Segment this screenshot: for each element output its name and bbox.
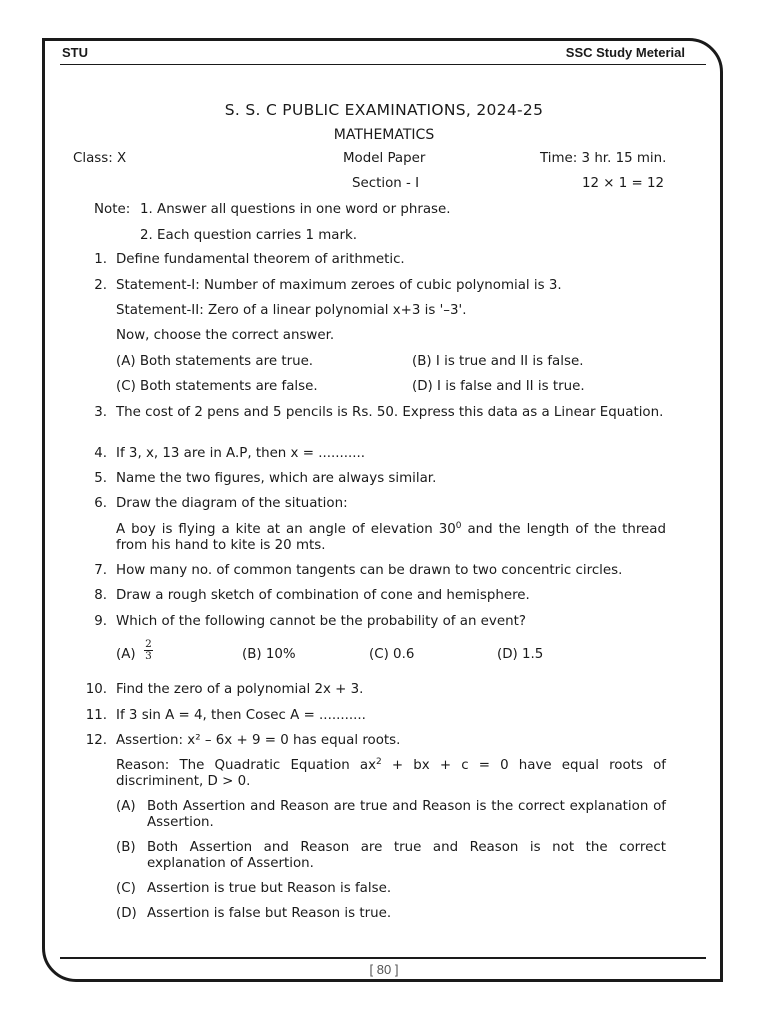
question-12-option-a: Both Assertion and Reason are true and Reason is the correct explanation of Assertion. [147,799,666,830]
footer-divider [60,957,706,959]
question-number: 5. [94,471,107,486]
page-number: [ 80 ] [369,962,399,977]
option-label: (C) [116,881,136,896]
fraction-numerator: 2 [145,638,152,650]
question-2-option-b: (B) I is true and II is false. [412,354,584,369]
exam-time: Time: 3 hr. 15 min. [540,151,667,166]
question-2-statement-2: Statement-II: Zero of a linear polynomial x+3 is '–3'. [116,303,467,318]
question-2-prompt: Now, choose the correct answer. [116,328,335,343]
question-10-text: Find the zero of a polynomial 2x + 3. [116,682,364,697]
situation-part-2: and the length of the thread from his hand to kite is 20 mts. [116,522,666,553]
exam-section: Section - I [352,176,420,191]
question-9-text: Which of the following cannot be the probability of an event? [116,614,526,629]
question-2-option-a: (A) Both statements are true. [116,354,314,369]
fraction-two-thirds [144,639,153,662]
option-label: (A) [116,799,136,814]
question-4-text: If 3, x, 13 are in A.P, then x = ........... [116,446,366,461]
reason-part-2: + bx + c = 0 have equal roots of discriminent, D > 0. [116,758,666,789]
header-divider [60,64,706,65]
header-left: STU [62,45,88,60]
question-number: 10. [85,682,107,697]
question-12-assertion: Assertion: x² – 6x + 9 = 0 has equal roots. [116,733,401,748]
situation-part-1: A boy is flying a kite at an angle of elevation 30 [116,522,456,537]
question-number: 1. [94,252,107,267]
question-12-option-b: Both Assertion and Reason are true and Reason is not the correct explanation of Assertion. [147,840,666,871]
exam-marks: 12 × 1 = 12 [582,176,665,191]
question-number: 11. [85,708,107,723]
note-1: 1. Answer all questions in one word or phrase. [140,202,451,217]
question-number: 9. [94,614,107,629]
question-number: 6. [94,496,107,511]
question-2-option-d: (D) I is false and II is true. [412,379,585,394]
exam-class: Class: X [73,151,127,166]
question-7-text: How many no. of common tangents can be drawn to two concentric circles. [116,563,623,578]
exam-paper: Model Paper [343,151,426,166]
note-2: 2. Each question carries 1 mark. [140,228,357,243]
question-12-reason [116,758,666,790]
question-6-text: Draw the diagram of the situation: [116,496,348,511]
question-12-option-c: Assertion is true but Reason is false. [147,881,392,896]
question-9-option-d: (D) 1.5 [497,647,544,662]
question-9-option-b: (B) 10% [242,647,296,662]
question-12-option-d: Assertion is false but Reason is true. [147,906,392,921]
option-label: (B) [116,840,136,855]
question-number: 2. [94,278,107,293]
question-1-text: Define fundamental theorem of arithmetic. [116,252,405,267]
question-number: 12. [85,733,107,748]
question-number: 8. [94,588,107,603]
question-8-text: Draw a rough sketch of combination of cone and hemisphere. [116,588,530,603]
question-5-text: Name the two figures, which are always similar. [116,471,437,486]
exam-title: S. S. C PUBLIC EXAMINATIONS, 2024-25 [224,101,544,119]
question-9-option-c: (C) 0.6 [369,647,415,662]
option-label: (D) [116,906,137,921]
header-right: SSC Study Meterial [565,45,685,60]
question-number: 4. [94,446,107,461]
question-2-option-c: (C) Both statements are false. [116,379,318,394]
question-9-option-a: (A) [116,647,136,662]
fraction-denominator: 3 [145,650,152,662]
reason-part-1: Reason: The Quadratic Equation ax [116,758,377,773]
square-superscript: 2 [376,757,382,767]
exam-subject: MATHEMATICS [333,127,435,143]
question-number: 7. [94,563,107,578]
question-6-situation [116,522,666,554]
question-11-text: If 3 sin A = 4, then Cosec A = ........... [116,708,366,723]
question-3-text: The cost of 2 pens and 5 pencils is Rs. 50. Express this data as a Linear Equation. [116,405,664,420]
question-number: 3. [94,405,107,420]
question-2-statement-1: Statement-I: Number of maximum zeroes of cubic polynomial is 3. [116,278,562,293]
note-label: Note: [94,202,131,217]
degree-superscript: 0 [455,521,462,531]
